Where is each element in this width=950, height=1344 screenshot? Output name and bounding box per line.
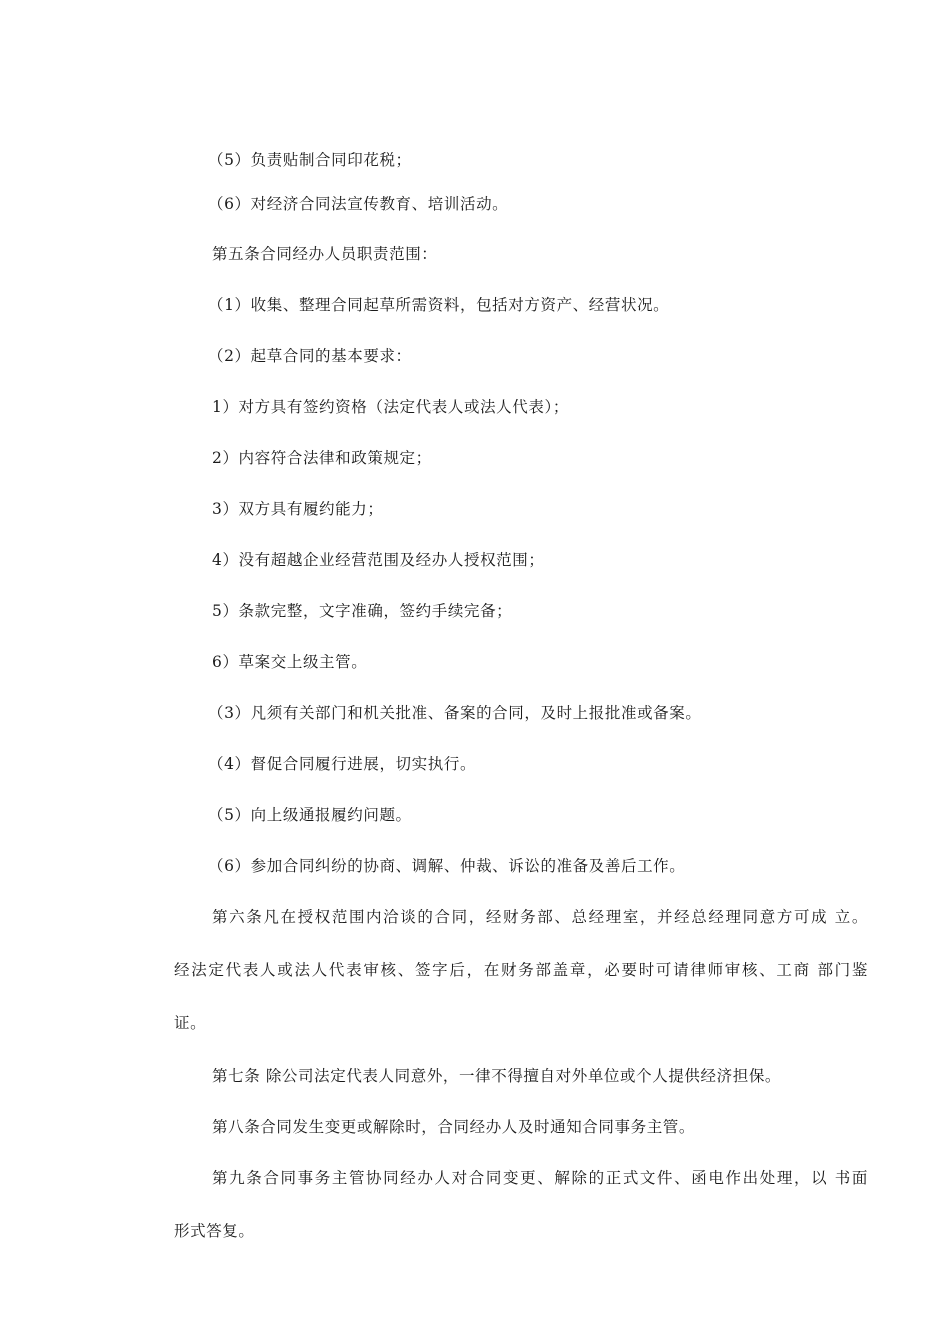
section-6-line: 第六条凡在授权范围内洽谈的合同，经财务部、总经理室，并经总经理同意方可成 立。 [212, 908, 868, 926]
list-item: 5）条款完整，文字准确，签约手续完备； [212, 602, 513, 620]
paragraph-line: （4）督促合同履行进展，切实执行。 [208, 755, 477, 773]
section-heading-5: 第五条合同经办人员职责范围： [212, 245, 438, 263]
paragraph-line: （3）凡须有关部门和机关批准、备案的合同，及时上报批准或备案。 [208, 704, 702, 722]
list-item: 1）对方具有签约资格（法定代表人或法人代表）； [212, 398, 569, 416]
list-item: 2）内容符合法律和政策规定； [212, 449, 432, 467]
list-item: 3）双方具有履约能力； [212, 500, 384, 518]
paragraph-line: （1）收集、整理合同起草所需资料，包括对方资产、经营状况。 [208, 296, 670, 314]
list-item: 4）没有超越企业经营范围及经办人授权范围； [212, 551, 545, 569]
section-9-line: 形式答复。 [174, 1222, 255, 1240]
paragraph-line: （6）对经济合同法宣传教育、培训活动。 [208, 195, 509, 213]
section-6-line: 经法定代表人或法人代表审核、签字后，在财务部盖章，必要时可请律师审核、工商 部门鉴 [174, 961, 868, 979]
section-6-line: 证。 [174, 1014, 207, 1032]
section-8: 第八条合同发生变更或解除时，合同经办人及时通知合同事务主管。 [212, 1118, 696, 1136]
paragraph-line: （5）负责贴制合同印花税； [208, 151, 412, 169]
paragraph-line: （5）向上级通报履约问题。 [208, 806, 412, 824]
section-7: 第七条 除公司法定代表人同意外，一律不得擅自对外单位或个人提供经济担保。 [212, 1067, 782, 1085]
list-item: 6）草案交上级主管。 [212, 653, 368, 671]
paragraph-line: （6）参加合同纠纷的协商、调解、仲裁、诉讼的准备及善后工作。 [208, 857, 686, 875]
section-9-line: 第九条合同事务主管协同经办人对合同变更、解除的正式文件、函电作出处理，以 书面 [212, 1169, 868, 1187]
paragraph-line: （2）起草合同的基本要求： [208, 347, 412, 365]
